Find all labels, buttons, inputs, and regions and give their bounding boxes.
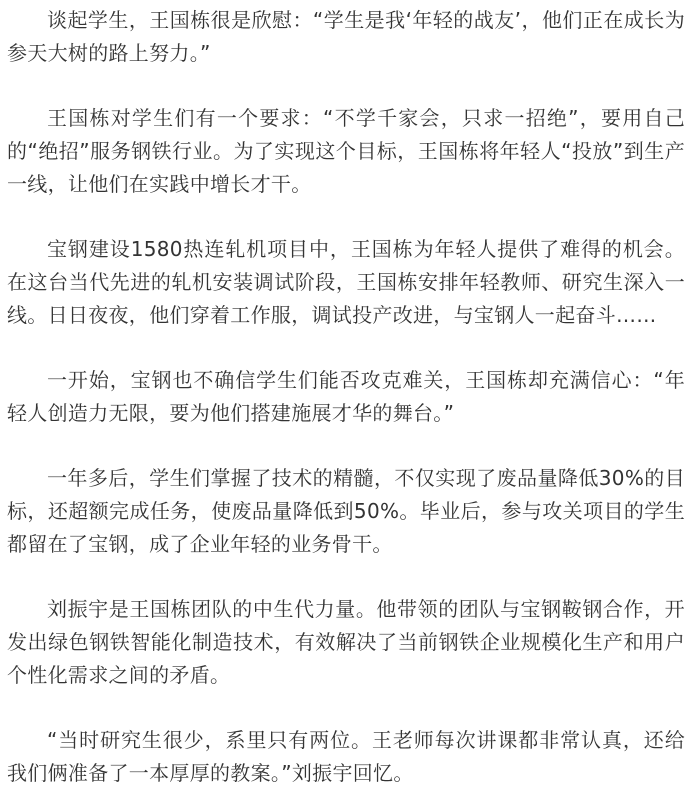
paragraph: 刘振宇是王国栋团队的中生代力量。他带领的团队与宝钢鞍钢合作，开发出绿色钢铁智能化制造技术，有效解决了当前钢铁企业规模化生产和用户个性化需求之间的矛盾。 — [7, 597, 685, 687]
paragraph: 王国栋对学生们有一个要求：“不学千家会，只求一招绝”，要用自己的“绝招”服务钢铁行业。为了实现这个目标，王国栋将年轻人“投放”到生产一线，让他们在实践中增长才干。 — [7, 106, 685, 196]
paragraph: 宝钢建设1580热连轧机项目中，王国栋为年轻人提供了难得的机会。在这台当代先进的轧机安装调试阶段，王国栋安排年轻教师、研究生深入一线。日日夜夜，他们穿着工作服，调试投产改进，与宝钢人一起奋斗…… — [7, 237, 685, 327]
paragraph: “当时研究生很少，系里只有两位。王老师每次讲课都非常认真，还给我们俩准备了一本厚厚的教案。”刘振宇回忆。 — [7, 728, 685, 785]
paragraph: 一年多后，学生们掌握了技术的精髓，不仅实现了废品量降低30%的目标，还超额完成任务，使废品量降低到50%。毕业后，参与攻关项目的学生都留在了宝钢，成了企业年轻的业务骨干。 — [7, 466, 685, 556]
paragraph: 一开始，宝钢也不确信学生们能否攻克难关，王国栋却充满信心：“年轻人创造力无限，要为他们搭建施展才华的舞台。” — [7, 368, 685, 425]
paragraph: 谈起学生，王国栋很是欣慰：“学生是我‘年轻的战友’，他们正在成长为参天大树的路上努力。” — [7, 8, 685, 65]
